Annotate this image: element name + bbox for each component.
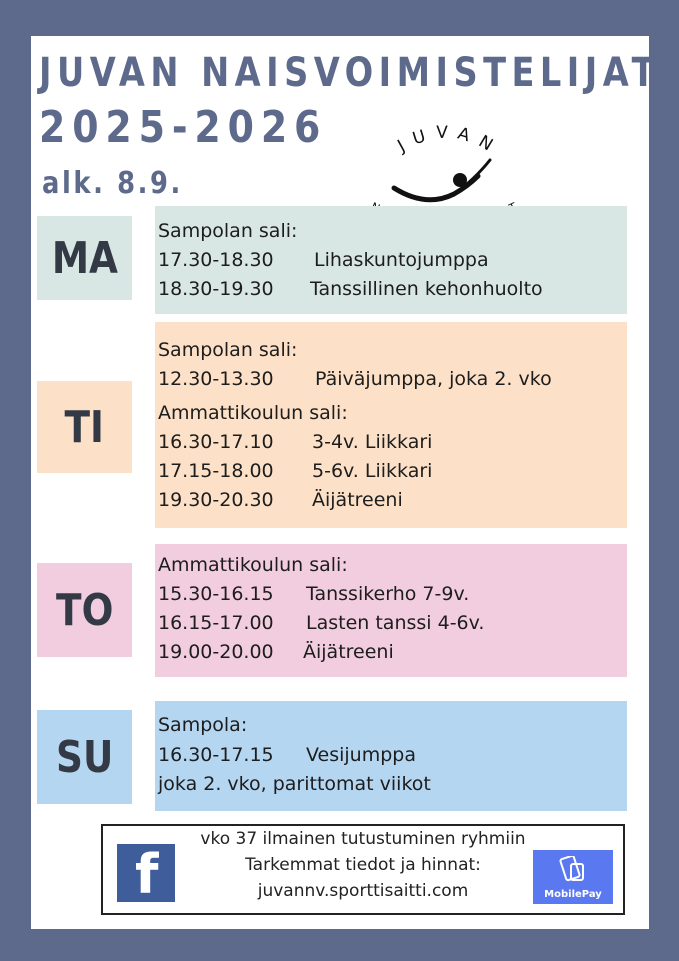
day-label-ma: MA <box>37 216 132 300</box>
day-label-to: TO <box>37 563 132 657</box>
schedule-line: 15.30-16.15 Tanssikerho 7-9v. <box>158 583 470 605</box>
schedule-line: Sampolan sali: <box>158 220 298 242</box>
mobilepay-label: MobilePay <box>544 889 602 900</box>
info-website-link[interactable]: juvannv.sporttisaitti.com <box>257 881 469 901</box>
page-title: JUVAN NAISVOIMISTELIJAT <box>39 50 660 96</box>
facebook-icon[interactable]: f <box>117 844 175 902</box>
poster <box>31 36 660 929</box>
schedule-line: Sampola: <box>158 714 248 736</box>
schedule-line: 19.00-20.00 Äijätreeni <box>158 641 394 663</box>
info-box <box>101 824 625 915</box>
schedule-block-to <box>155 544 627 677</box>
schedule-line: 17.30-18.30 Lihaskuntojumppa <box>158 249 489 271</box>
svg-text:JUVAN <box>394 123 505 161</box>
schedule-line: 17.15-18.00 5-6v. Liikkari <box>158 460 433 482</box>
schedule-line: Ammattikoulun sali: <box>158 402 348 424</box>
schedule-line: 16.15-17.00 Lasten tanssi 4-6v. <box>158 612 485 634</box>
schedule-block-ma <box>155 206 627 314</box>
info-free-trial: vko 37 ilmainen tutustuminen ryhmiin <box>200 829 526 849</box>
schedule-line: 18.30-19.30 Tanssillinen kehonhuolto <box>158 278 543 300</box>
season-title: 2025-2026 <box>39 102 328 153</box>
info-details: Tarkemmat tiedot ja hinnat: <box>245 855 481 875</box>
schedule-line: Sampolan sali: <box>158 339 298 361</box>
phone-icon <box>559 856 587 882</box>
schedule-block-su <box>155 701 627 811</box>
schedule-line: 16.30-17.10 3-4v. Liikkari <box>158 431 433 453</box>
mobilepay-icon[interactable] <box>533 850 613 904</box>
day-label-ti: TI <box>37 381 132 473</box>
schedule-line: 12.30-13.30 Päiväjumppa, joka 2. vko <box>158 368 552 390</box>
schedule-line: 19.30-20.30 Äijätreeni <box>158 489 403 511</box>
day-label-su: SU <box>37 710 132 804</box>
schedule-line: 16.30-17.15 Vesijumppa <box>158 744 416 766</box>
logo-top-text: JUVAN <box>394 122 505 161</box>
start-date: alk. 8.9. <box>42 166 183 201</box>
schedule-block-ti <box>155 322 627 528</box>
schedule-line: joka 2. vko, parittomat viikot <box>158 773 431 795</box>
schedule-line: Ammattikoulun sali: <box>158 554 348 576</box>
